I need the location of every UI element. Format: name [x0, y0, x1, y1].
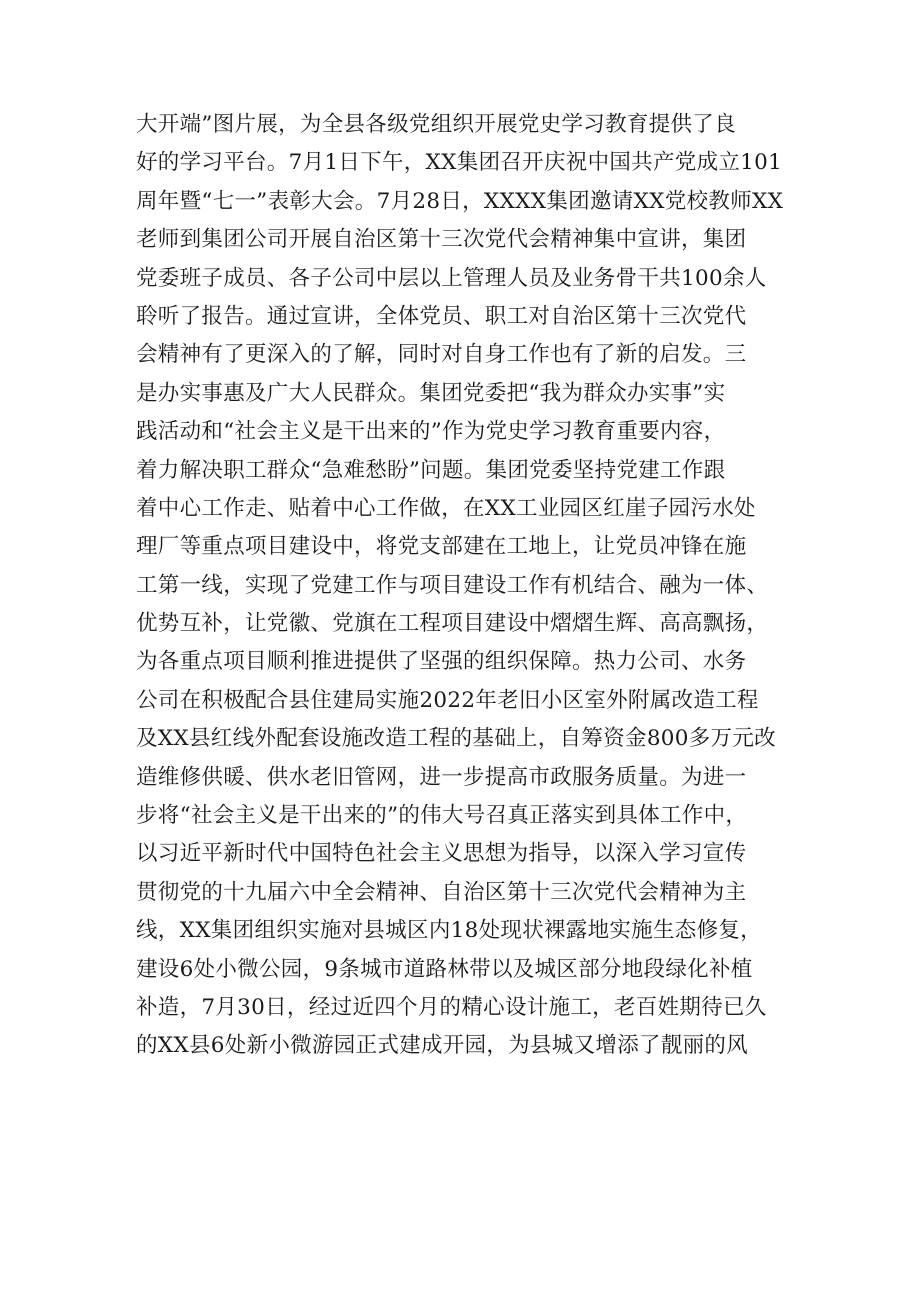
text-line: 线，XX集团组织实施对县城区内18处现状裸露地实施生态修复，: [136, 918, 762, 944]
text-line: 周年暨“七一”表彰大会。7月28日，XXXX集团邀请XX党校教师XX: [136, 188, 784, 214]
text-line: 会精神有了更深入的了解，同时对自身工作也有了新的启发。三: [136, 342, 747, 368]
text-line: 是办实事惠及广大人民群众。集团党委把“我为群众办实事”实: [136, 380, 726, 406]
text-line: 公司在积极配合县住建局实施2022年老旧小区室外附属改造工程: [136, 687, 759, 713]
text-line: 大开端”图片展，为全县各级党组织开展党史学习教育提供了良: [136, 112, 736, 137]
text-line: 好的学习平台。7月1日下午，XX集团召开庆祝中国共产党成立101: [136, 150, 783, 176]
text-line: 步将“社会主义是干出来的”的伟大号召真正落实到具体工作中，: [136, 803, 748, 829]
text-line: 工第一线，实现了党建工作与项目建设工作有机结合、融为一体、: [136, 572, 769, 598]
text-line: 补造，7月30日，经过近四个月的精心设计施工，老百姓期待已久: [136, 994, 767, 1020]
text-line: 造维修供暖、供水老旧管网，进一步提高市政服务质量。为进一: [136, 764, 747, 790]
text-line: 优势互补，让党徽、党旗在工程项目建设中熠熠生辉、高高飘扬，: [136, 611, 769, 637]
text-line: 理厂等重点项目建设中，将党支部建在工地上，让党员冲锋在施: [136, 534, 747, 560]
text-line: 为各重点项目顺利推进提供了坚强的组织保障。热力公司、水务: [136, 649, 747, 675]
text-line: 建设6处小微公园，9条城市道路林带以及城区部分地段绿化补植: [136, 956, 753, 982]
text-line: 党委班子成员、各子公司中层以上管理人员及业务骨干共100余人: [136, 265, 767, 291]
text-line: 着力解决职工群众“急难愁盼”问题。集团党委坚持党建工作跟: [136, 457, 726, 483]
text-line: 贯彻党的十九届六中全会精神、自治区第十三次党代会精神为主: [136, 879, 747, 905]
text-line: 以习近平新时代中国特色社会主义思想为指导，以深入学习宣传: [136, 841, 747, 867]
text-line: 的XX县6处新小微游园正式建成开园，为县城又增添了靓丽的风: [136, 1033, 748, 1059]
text-line: 聆听了报告。通过宣讲，全体党员、职工对自治区第十三次党代: [136, 303, 747, 329]
text-line: 老师到集团公司开展自治区第十三次党代会精神集中宣讲，集团: [136, 227, 747, 253]
body-paragraph: [136, 106, 816, 1066]
text-line: 及XX县红线外配套设施改造工程的基础上，自筹资金800多万元改: [136, 726, 776, 752]
text-line: 着中心工作走、贴着中心工作做，在XX工业园区红崖子园污水处: [136, 495, 756, 521]
text-line: 践活动和“社会主义是干出来的”作为党史学习教育重要内容，: [136, 419, 726, 445]
